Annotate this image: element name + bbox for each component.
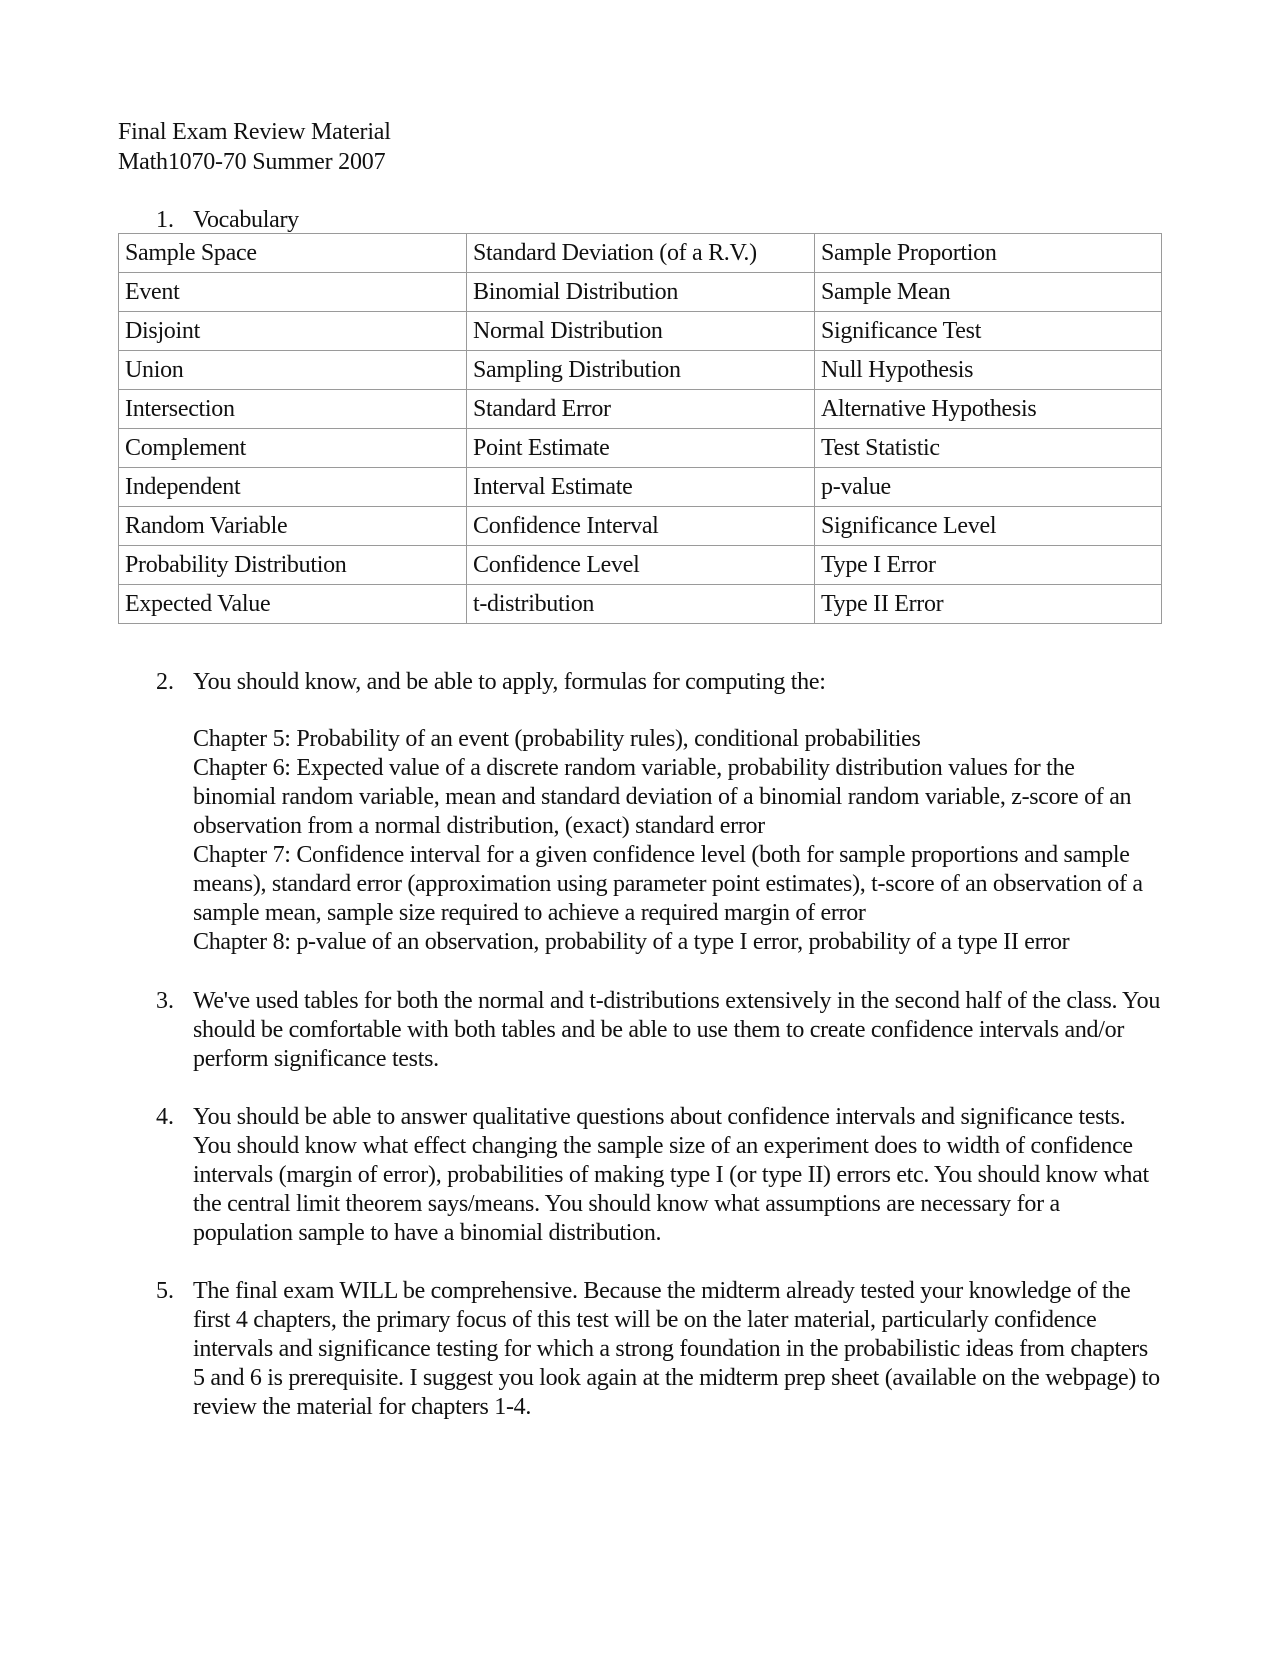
item-text: You should know, and be able to apply, formulas for computing the: <box>193 669 826 695</box>
table-cell: Disjoint <box>119 312 467 351</box>
chapter-list <box>193 725 1163 957</box>
table-row <box>119 390 1162 429</box>
item-number: 3. <box>156 988 174 1014</box>
chapter-5-line: Chapter 5: Probability of an event (probability rules), conditional probabilities <box>193 726 921 752</box>
table-row <box>119 234 1162 273</box>
vocabulary-heading: Vocabulary <box>193 207 299 233</box>
table-cell: Confidence Interval <box>467 507 815 546</box>
document-header <box>118 118 391 178</box>
table-cell: Expected Value <box>119 585 467 624</box>
item-text: You should be able to answer qualitative questions about confidence intervals and significance tests. You should know what effect changing the sample size of an experiment does to width of confidence intervals (margin of error), probabilities of making type I (or type II) errors etc. You should know what the central limit theorem says/means. You should know what assumptions are necessary for a population sample to have a binomial distribution. <box>193 1104 1149 1246</box>
chapter-8-line: Chapter 8: p-value of an observation, probability of a type I error, probability of a type II error <box>193 929 1070 955</box>
table-cell: Sample Proportion <box>815 234 1162 273</box>
table-cell: Random Variable <box>119 507 467 546</box>
table-cell: Sampling Distribution <box>467 351 815 390</box>
table-cell: Sample Mean <box>815 273 1162 312</box>
table-row <box>119 273 1162 312</box>
vocabulary-table <box>118 233 1162 624</box>
item-number: 2. <box>156 669 174 695</box>
table-cell: t-distribution <box>467 585 815 624</box>
table-row <box>119 585 1162 624</box>
table-cell: p-value <box>815 468 1162 507</box>
table-cell: Union <box>119 351 467 390</box>
table-row <box>119 429 1162 468</box>
chapter-6-line: Chapter 6: Expected value of a discrete random variable, probability distribution values for the binomial random variable, mean and standard deviation of a binomial random variable, z-score of an observation from a normal distribution, (exact) standard error <box>193 755 1132 839</box>
table-row <box>119 507 1162 546</box>
item-number: 4. <box>156 1104 174 1130</box>
item-text: We've used tables for both the normal and t-distributions extensively in the second half of the class. You should be comfortable with both tables and be able to use them to create confidence intervals and/or perform significance tests. <box>193 988 1161 1072</box>
item-text: The final exam WILL be comprehensive. Because the midterm already tested your knowledge of the first 4 chapters, the primary focus of this test will be on the later material, particularly confidence intervals and significance testing for which a strong foundation in the probabilistic ideas from chapters 5 and 6 is prerequisite. I suggest you look again at the midterm prep sheet (available on the webpage) to review the material for chapters 1-4. <box>193 1278 1160 1420</box>
table-row <box>119 351 1162 390</box>
vocabulary-number: 1. <box>156 207 174 233</box>
table-cell: Null Hypothesis <box>815 351 1162 390</box>
course-label: Math1070-70 Summer 2007 <box>118 149 386 175</box>
table-cell: Intersection <box>119 390 467 429</box>
table-cell: Normal Distribution <box>467 312 815 351</box>
table-cell: Binomial Distribution <box>467 273 815 312</box>
table-cell: Complement <box>119 429 467 468</box>
table-cell: Test Statistic <box>815 429 1162 468</box>
document-title: Final Exam Review Material <box>118 119 391 145</box>
table-cell: Point Estimate <box>467 429 815 468</box>
table-cell: Confidence Level <box>467 546 815 585</box>
table-cell: Interval Estimate <box>467 468 815 507</box>
table-row <box>119 312 1162 351</box>
table-cell: Significance Test <box>815 312 1162 351</box>
table-cell: Type I Error <box>815 546 1162 585</box>
table-cell: Event <box>119 273 467 312</box>
table-row <box>119 468 1162 507</box>
table-cell: Probability Distribution <box>119 546 467 585</box>
table-cell: Type II Error <box>815 585 1162 624</box>
table-cell: Sample Space <box>119 234 467 273</box>
table-row <box>119 546 1162 585</box>
table-cell: Significance Level <box>815 507 1162 546</box>
table-cell: Alternative Hypothesis <box>815 390 1162 429</box>
item-number: 5. <box>156 1278 174 1304</box>
table-cell: Standard Error <box>467 390 815 429</box>
table-cell: Independent <box>119 468 467 507</box>
chapter-7-line: Chapter 7: Confidence interval for a given confidence level (both for sample proportions and sample means), standard error (approximation using parameter point estimates), t-score of an observation of a sample mean, sample size required to achieve a required margin of error <box>193 842 1143 926</box>
table-cell: Standard Deviation (of a R.V.) <box>467 234 815 273</box>
